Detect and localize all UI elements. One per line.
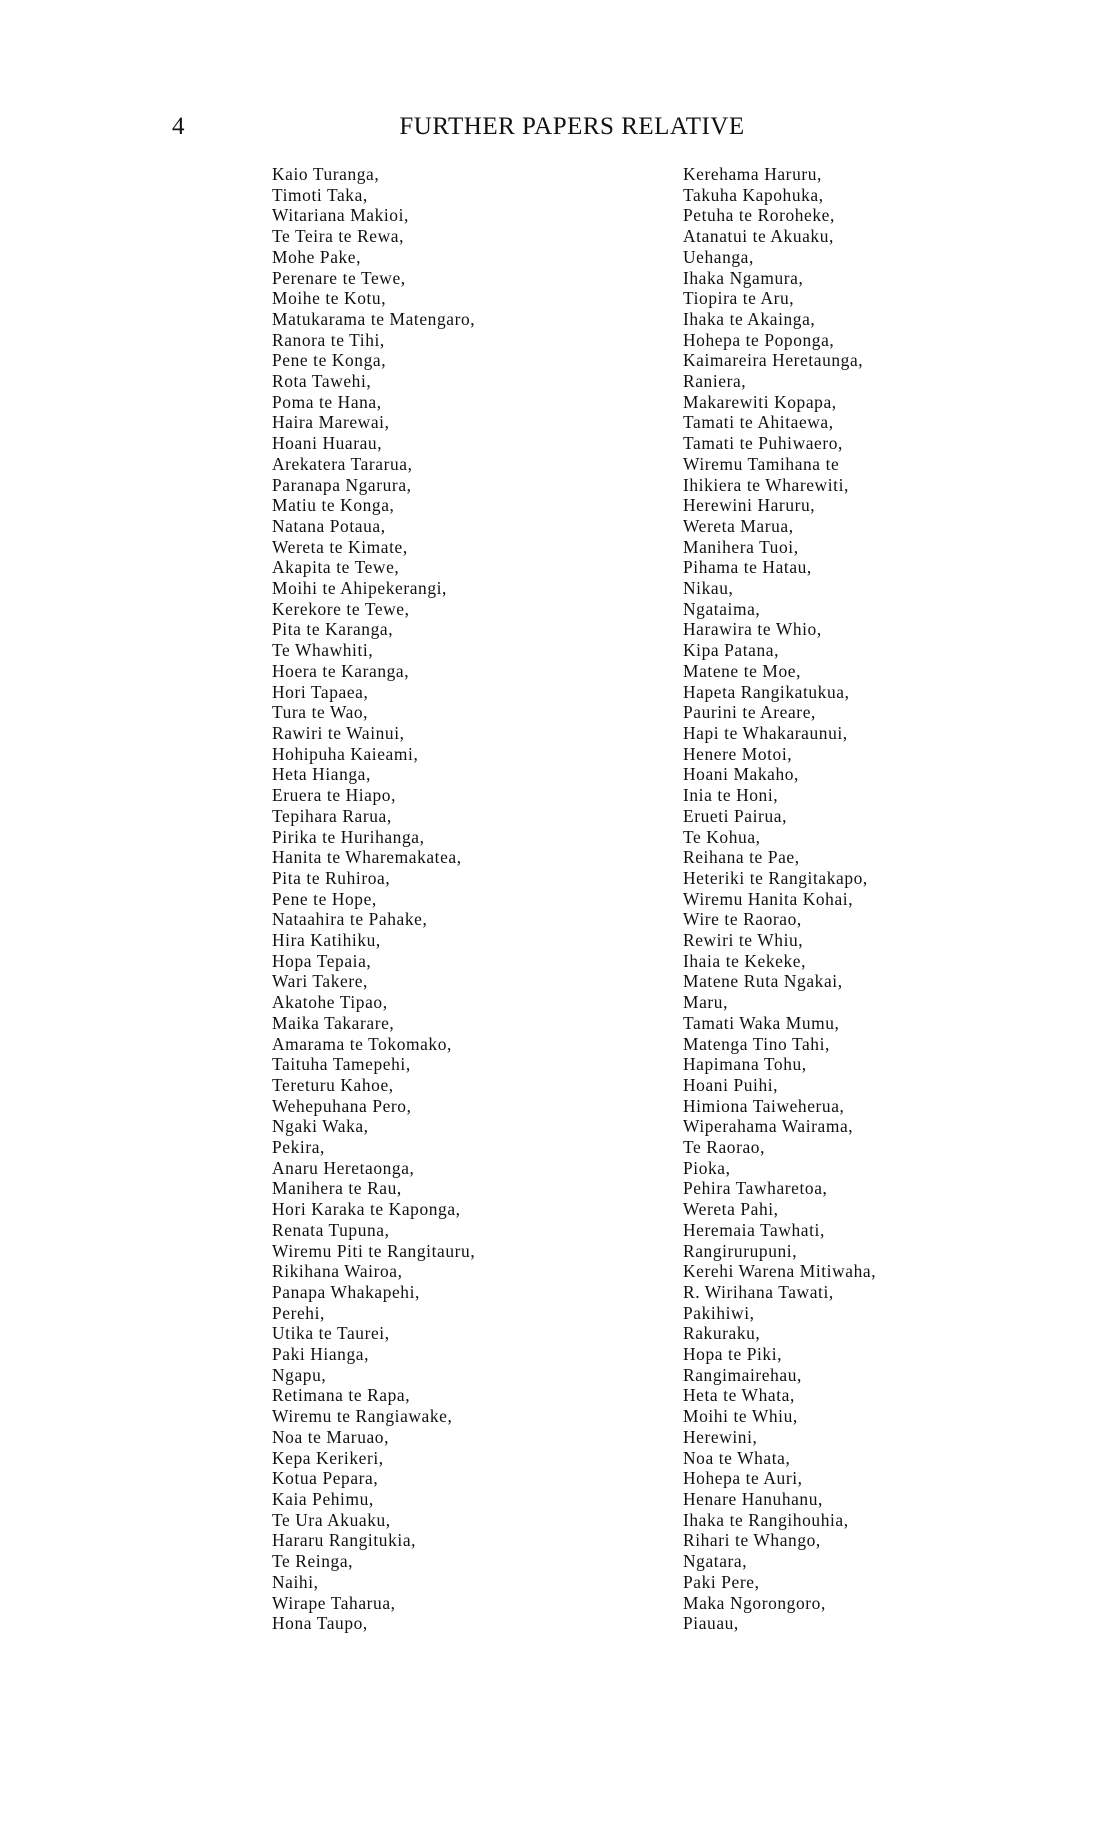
name-entry: Herewini,	[683, 1426, 758, 1447]
name-entry: Perehi,	[272, 1302, 325, 1323]
name-entry: Kerekore te Tewe,	[272, 598, 410, 619]
name-entry: Wiremu Hanita Kohai,	[683, 888, 854, 909]
name-entry: Tepihara Rarua,	[272, 805, 392, 826]
name-entry: Pene te Hope,	[272, 888, 377, 909]
name-entry: Hopa Tepaia,	[272, 950, 372, 971]
name-entry: Hoani Makaho,	[683, 764, 799, 785]
name-entry: Kepa Kerikeri,	[272, 1447, 384, 1468]
name-entry: Heta te Whata,	[683, 1385, 795, 1406]
name-entry: Pakihiwi,	[683, 1302, 755, 1323]
name-entry: Rihari te Whango,	[683, 1530, 821, 1551]
name-entry: Ngataima,	[683, 598, 761, 619]
name-entry: Tura te Wao,	[272, 702, 369, 723]
name-entry: Wari Takere,	[272, 971, 368, 992]
name-entry: Tereturu Kahoe,	[272, 1074, 394, 1095]
name-entry: Panapa Whakapehi,	[272, 1281, 420, 1302]
name-entry: Noa te Maruao,	[272, 1426, 390, 1447]
name-entry: Rangirurupuni,	[683, 1240, 798, 1261]
name-entry: Kotua Pepara,	[272, 1468, 379, 1489]
name-entry: Manihera te Rau,	[272, 1178, 402, 1199]
name-entry: Paki Pere,	[683, 1571, 760, 1592]
name-entry: Inia te Honi,	[683, 785, 779, 806]
name-entry: Herewini Haruru,	[683, 495, 816, 516]
name-entry: Akapita te Tewe,	[272, 557, 400, 578]
name-entry: Hoani Huarau,	[272, 433, 383, 454]
name-entry: Tamati Waka Mumu,	[683, 1012, 840, 1033]
name-entry: Te Reinga,	[272, 1551, 354, 1572]
name-entry: Nikau,	[683, 578, 734, 599]
name-entry: Maka Ngorongoro,	[683, 1592, 826, 1613]
name-entry: Matenga Tino Tahi,	[683, 1033, 830, 1054]
names-column-left	[272, 164, 475, 1634]
name-entry: Haira Marewai,	[272, 412, 390, 433]
name-entry: Retimana te Rapa,	[272, 1385, 411, 1406]
name-entry: Perenare te Tewe,	[272, 267, 406, 288]
name-entry: Harawira te Whio,	[683, 619, 822, 640]
name-entry: Henare Hanuhanu,	[683, 1489, 823, 1509]
names-column-right	[683, 164, 876, 1634]
name-entry: Noa te Whata,	[683, 1447, 791, 1468]
name-entry: Pirika te Hurihanga,	[272, 826, 425, 847]
name-entry: Takuha Kapohuka,	[683, 184, 824, 205]
name-entry: Rawiri te Wainui,	[272, 722, 405, 743]
name-entry: Naihi,	[272, 1571, 319, 1592]
name-entry: Kaio Turanga,	[272, 164, 380, 184]
name-entry: Wirape Taharua,	[272, 1592, 396, 1613]
name-entry: Erueti Pairua,	[683, 805, 788, 826]
name-entry: Arekatera Tararua,	[272, 453, 413, 474]
name-entry: Timoti Taka,	[272, 184, 368, 205]
name-entry: Hohipuha Kaieami,	[272, 743, 419, 764]
name-entry: Hira Katihiku,	[272, 930, 381, 951]
name-entry: Hori Karaka te Kaponga,	[272, 1199, 461, 1220]
name-entry: Hapimana Tohu,	[683, 1054, 807, 1075]
name-entry: Kipa Patana,	[683, 640, 780, 661]
name-entry: Kerehi Warena Mitiwaha,	[683, 1261, 877, 1282]
name-entry: Tamati te Ahitaewa,	[683, 412, 834, 433]
name-entry: Pita te Karanga,	[272, 619, 394, 640]
name-entry: Petuha te Roroheke,	[683, 205, 835, 226]
name-entry: Pita te Ruhiroa,	[272, 867, 391, 888]
name-entry: Te Kohua,	[683, 826, 761, 847]
name-entry: Wehepuhana Pero,	[272, 1095, 412, 1116]
name-entry: Uehanga,	[683, 246, 754, 267]
name-entry: Rakuraku,	[683, 1323, 761, 1344]
name-entry: Wereta Marua,	[683, 515, 794, 536]
name-entry: Maika Takarare,	[272, 1012, 395, 1033]
name-entry: Taituha Tamepehi,	[272, 1054, 411, 1075]
name-entry: Te Raorao,	[683, 1137, 766, 1158]
name-entry: Manihera Tuoi,	[683, 536, 799, 557]
name-entry: Kaimareira Heretaunga,	[683, 350, 864, 371]
name-entry: Hoera te Karanga,	[272, 660, 410, 681]
name-entry: Paranapa Ngarura,	[272, 474, 412, 495]
name-entry: Wiremu te Rangiawake,	[272, 1406, 453, 1427]
name-entry: Rikihana Wairoa,	[272, 1261, 403, 1282]
name-entry: Pehira Tawharetoa,	[683, 1178, 828, 1199]
name-entry: Maru,	[683, 992, 729, 1013]
name-entry: Reihana te Pae,	[683, 847, 800, 868]
name-entry: Hori Tapaea,	[272, 681, 369, 702]
name-entry: Mohe Pake,	[272, 246, 362, 267]
name-entry: Renata Tupuna,	[272, 1219, 390, 1240]
name-entry: Te Teira te Rewa,	[272, 226, 405, 247]
name-entry: Rota Tawehi,	[272, 371, 372, 392]
name-entry: Pioka,	[683, 1157, 731, 1178]
name-entry: Heremaia Tawhati,	[683, 1219, 825, 1240]
name-entry: Hohepa te Auri,	[683, 1468, 803, 1489]
name-entry: Wiperahama Wairama,	[683, 1116, 854, 1137]
name-entry: Ihaka Ngamura,	[683, 267, 804, 288]
name-entry: Poma te Hana,	[272, 391, 382, 412]
name-entry: Matene te Moe,	[683, 660, 802, 681]
name-entry: Ngatara,	[683, 1551, 748, 1572]
name-entry: Matiu te Konga,	[272, 495, 395, 516]
name-entry: Hanita te Wharemakatea,	[272, 847, 462, 868]
name-entry: Ihikiera te Wharewiti,	[683, 474, 849, 495]
name-entry: Hohepa te Poponga,	[683, 329, 835, 350]
name-entry: Utika te Taurei,	[272, 1323, 390, 1344]
name-entry: Nataahira te Pahake,	[272, 909, 428, 930]
name-entry: Wire te Raorao,	[683, 909, 802, 930]
name-entry: Henere Motoi,	[683, 743, 793, 764]
name-entry: Heteriki te Rangitakapo,	[683, 867, 868, 888]
name-entry: Kaia Pehimu,	[272, 1489, 374, 1509]
name-entry: Atanatui te Akuaku,	[683, 226, 834, 247]
name-entry: Wiremu Tamihana te	[683, 453, 840, 474]
name-entry: Matukarama te Matengaro,	[272, 308, 476, 329]
name-entry: Paki Hianga,	[272, 1344, 370, 1365]
name-entry: Makarewiti Kopapa,	[683, 391, 837, 412]
name-entry: Himiona Taiweherua,	[683, 1095, 845, 1116]
name-entry: Kerehama Haruru,	[683, 164, 822, 184]
name-entry: Tamati te Puhiwaero,	[683, 433, 844, 454]
page-number: 4	[172, 113, 185, 140]
name-entry: Hopa te Piki,	[683, 1344, 783, 1365]
name-entry: Wiremu Piti te Rangitauru,	[272, 1240, 476, 1261]
name-entry: Anaru Heretaonga,	[272, 1157, 415, 1178]
name-entry: Hoani Puihi,	[683, 1074, 779, 1095]
name-entry: Hapeta Rangikatukua,	[683, 681, 850, 702]
name-entry: Moihi te Ahipekerangi,	[272, 578, 447, 599]
name-entry: R. Wirihana Tawati,	[683, 1281, 834, 1302]
name-entry: Wereta te Kimate,	[272, 536, 408, 557]
name-entry: Moihi te Whiu,	[683, 1406, 798, 1427]
name-entry: Hararu Rangitukia,	[272, 1530, 417, 1551]
name-entry: Amarama te Tokomako,	[272, 1033, 452, 1054]
name-entry: Matene Ruta Ngakai,	[683, 971, 843, 992]
name-entry: Ngapu,	[272, 1364, 327, 1385]
name-entry: Rewiri te Whiu,	[683, 930, 804, 951]
name-entry: Akatohe Tipao,	[272, 992, 388, 1013]
name-entry: Ihaka te Akainga,	[683, 308, 816, 329]
name-entry: Hapi te Whakaraunui,	[683, 722, 848, 743]
name-entry: Eruera te Hiapo,	[272, 785, 397, 806]
name-entry: Piauau,	[683, 1613, 739, 1634]
name-entry: Pekira,	[272, 1137, 325, 1158]
name-entry: Te Ura Akuaku,	[272, 1509, 391, 1530]
name-entry: Heta Hianga,	[272, 764, 371, 785]
name-entry: Paurini te Areare,	[683, 702, 816, 723]
name-entry: Pene te Konga,	[272, 350, 387, 371]
name-entry: Ihaka te Rangihouhia,	[683, 1509, 849, 1530]
name-entry: Te Whawhiti,	[272, 640, 374, 661]
name-entry: Ranora te Tihi,	[272, 329, 385, 350]
name-entry: Raniera,	[683, 371, 747, 392]
name-entry: Witariana Makioi,	[272, 205, 409, 226]
running-head: FURTHER PAPERS RELATIVE	[399, 113, 745, 140]
name-entry: Ngaki Waka,	[272, 1116, 369, 1137]
name-entry: Ihaia te Kekeke,	[683, 950, 807, 971]
name-entry: Tiopira te Aru,	[683, 288, 795, 309]
name-entry: Natana Potaua,	[272, 515, 386, 536]
name-entry: Hona Taupo,	[272, 1613, 368, 1634]
name-entry: Rangimairehau,	[683, 1364, 802, 1385]
name-entry: Moihe te Kotu,	[272, 288, 387, 309]
name-entry: Wereta Pahi,	[683, 1199, 779, 1220]
name-entry: Pihama te Hatau,	[683, 557, 812, 578]
